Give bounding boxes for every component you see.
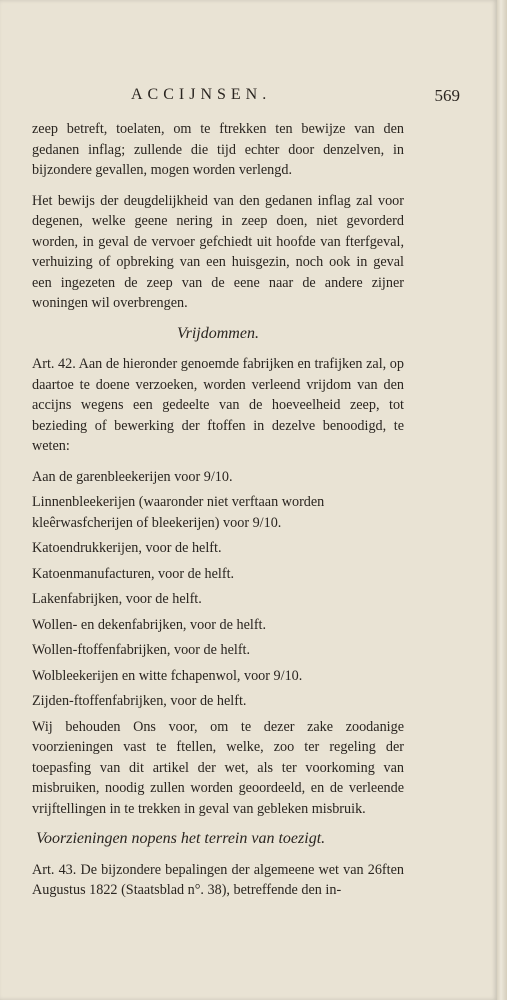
list-item: Wollen- en dekenfabrijken, voor de helft. xyxy=(32,616,267,633)
paragraph-proof: Het bewijs der deugdelijkheid van den gedanen inflag zal voor degenen, welke geene nering in zeep doen, niet gevorderd worden, in geval de vervoer gefchiedt uit hoofde van fterfgeval, verhuizing of opbreking van een huisgezin, noch ook in geval een ingezeten de zeep van de eene naar de andere zijner woningen wil overbrengen. xyxy=(32,192,404,311)
page-body xyxy=(32,119,404,911)
list-item: Katoenmanufacturen, voor de helft. xyxy=(32,565,235,582)
page-edge xyxy=(497,0,507,1000)
section-heading-voorzieningen: Voorzieningen nopens het terrein van toezigt. xyxy=(36,830,326,847)
page-header xyxy=(30,86,467,110)
article-42: Art. 42. Aan de hieronder genoemde fabrijken en trafijken zal, op daartoe te doene verzoeken, worden verleend vrijdom van den accijns wegens een gedeelte van de hoeveelheid zeep, tot bezieding of bewerking der ftoffen in dezelve benoodigd, te weten: xyxy=(32,356,404,454)
page-number: 569 xyxy=(434,86,460,105)
paragraph-continuation: zeep betreft, toelaten, om te ftrekken ten bewijze van den gedanen inflag; zullende die tijd echter door denzelven, in bijzondere gevallen, mogen worden verlengd. xyxy=(32,121,404,178)
list-item: Lakenfabrijken, voor de helft. xyxy=(32,591,202,607)
list-item: Zijden-ftoffenfabrijken, voor de helft. xyxy=(32,693,247,709)
list-item: Linnenbleekerijen (waaronder niet verftaan worden kleêrwasfcherijen of bleekerijen) voor 9/10. xyxy=(32,494,325,531)
paragraph-closing: Wij behouden Ons voor, om te dezer zake zoodanige voorzieningen vast te ftellen, welke, zoo ter regeling der toepasfing van dit artikel der wet, als ter voorkoming van misbruiken, noodig zullen worden geoordeeld, en de verleende vrijftellingen in te trekken in geval van gebleken misbruik. xyxy=(32,718,404,817)
running-head: ACCIJNSEN. xyxy=(131,86,272,103)
list-item: Aan de garenbleekerijen voor 9/10. xyxy=(32,468,233,485)
list-item: Wolbleekerijen en witte fchapenwol, voor 9/10. xyxy=(32,667,303,684)
list-item: Katoendrukkerijen, voor de helft. xyxy=(32,540,222,556)
article-43: Art. 43. De bijzondere bepalingen der algemeene wet van 26ften Augustus 1822 (Staatsblad n°. 38), betreffende den in- xyxy=(32,861,404,898)
section-heading-vrijdommen: Vrijdommen. xyxy=(177,324,259,342)
list-item: Wollen-ftoffenfabrijken, voor de helft. xyxy=(32,642,251,658)
